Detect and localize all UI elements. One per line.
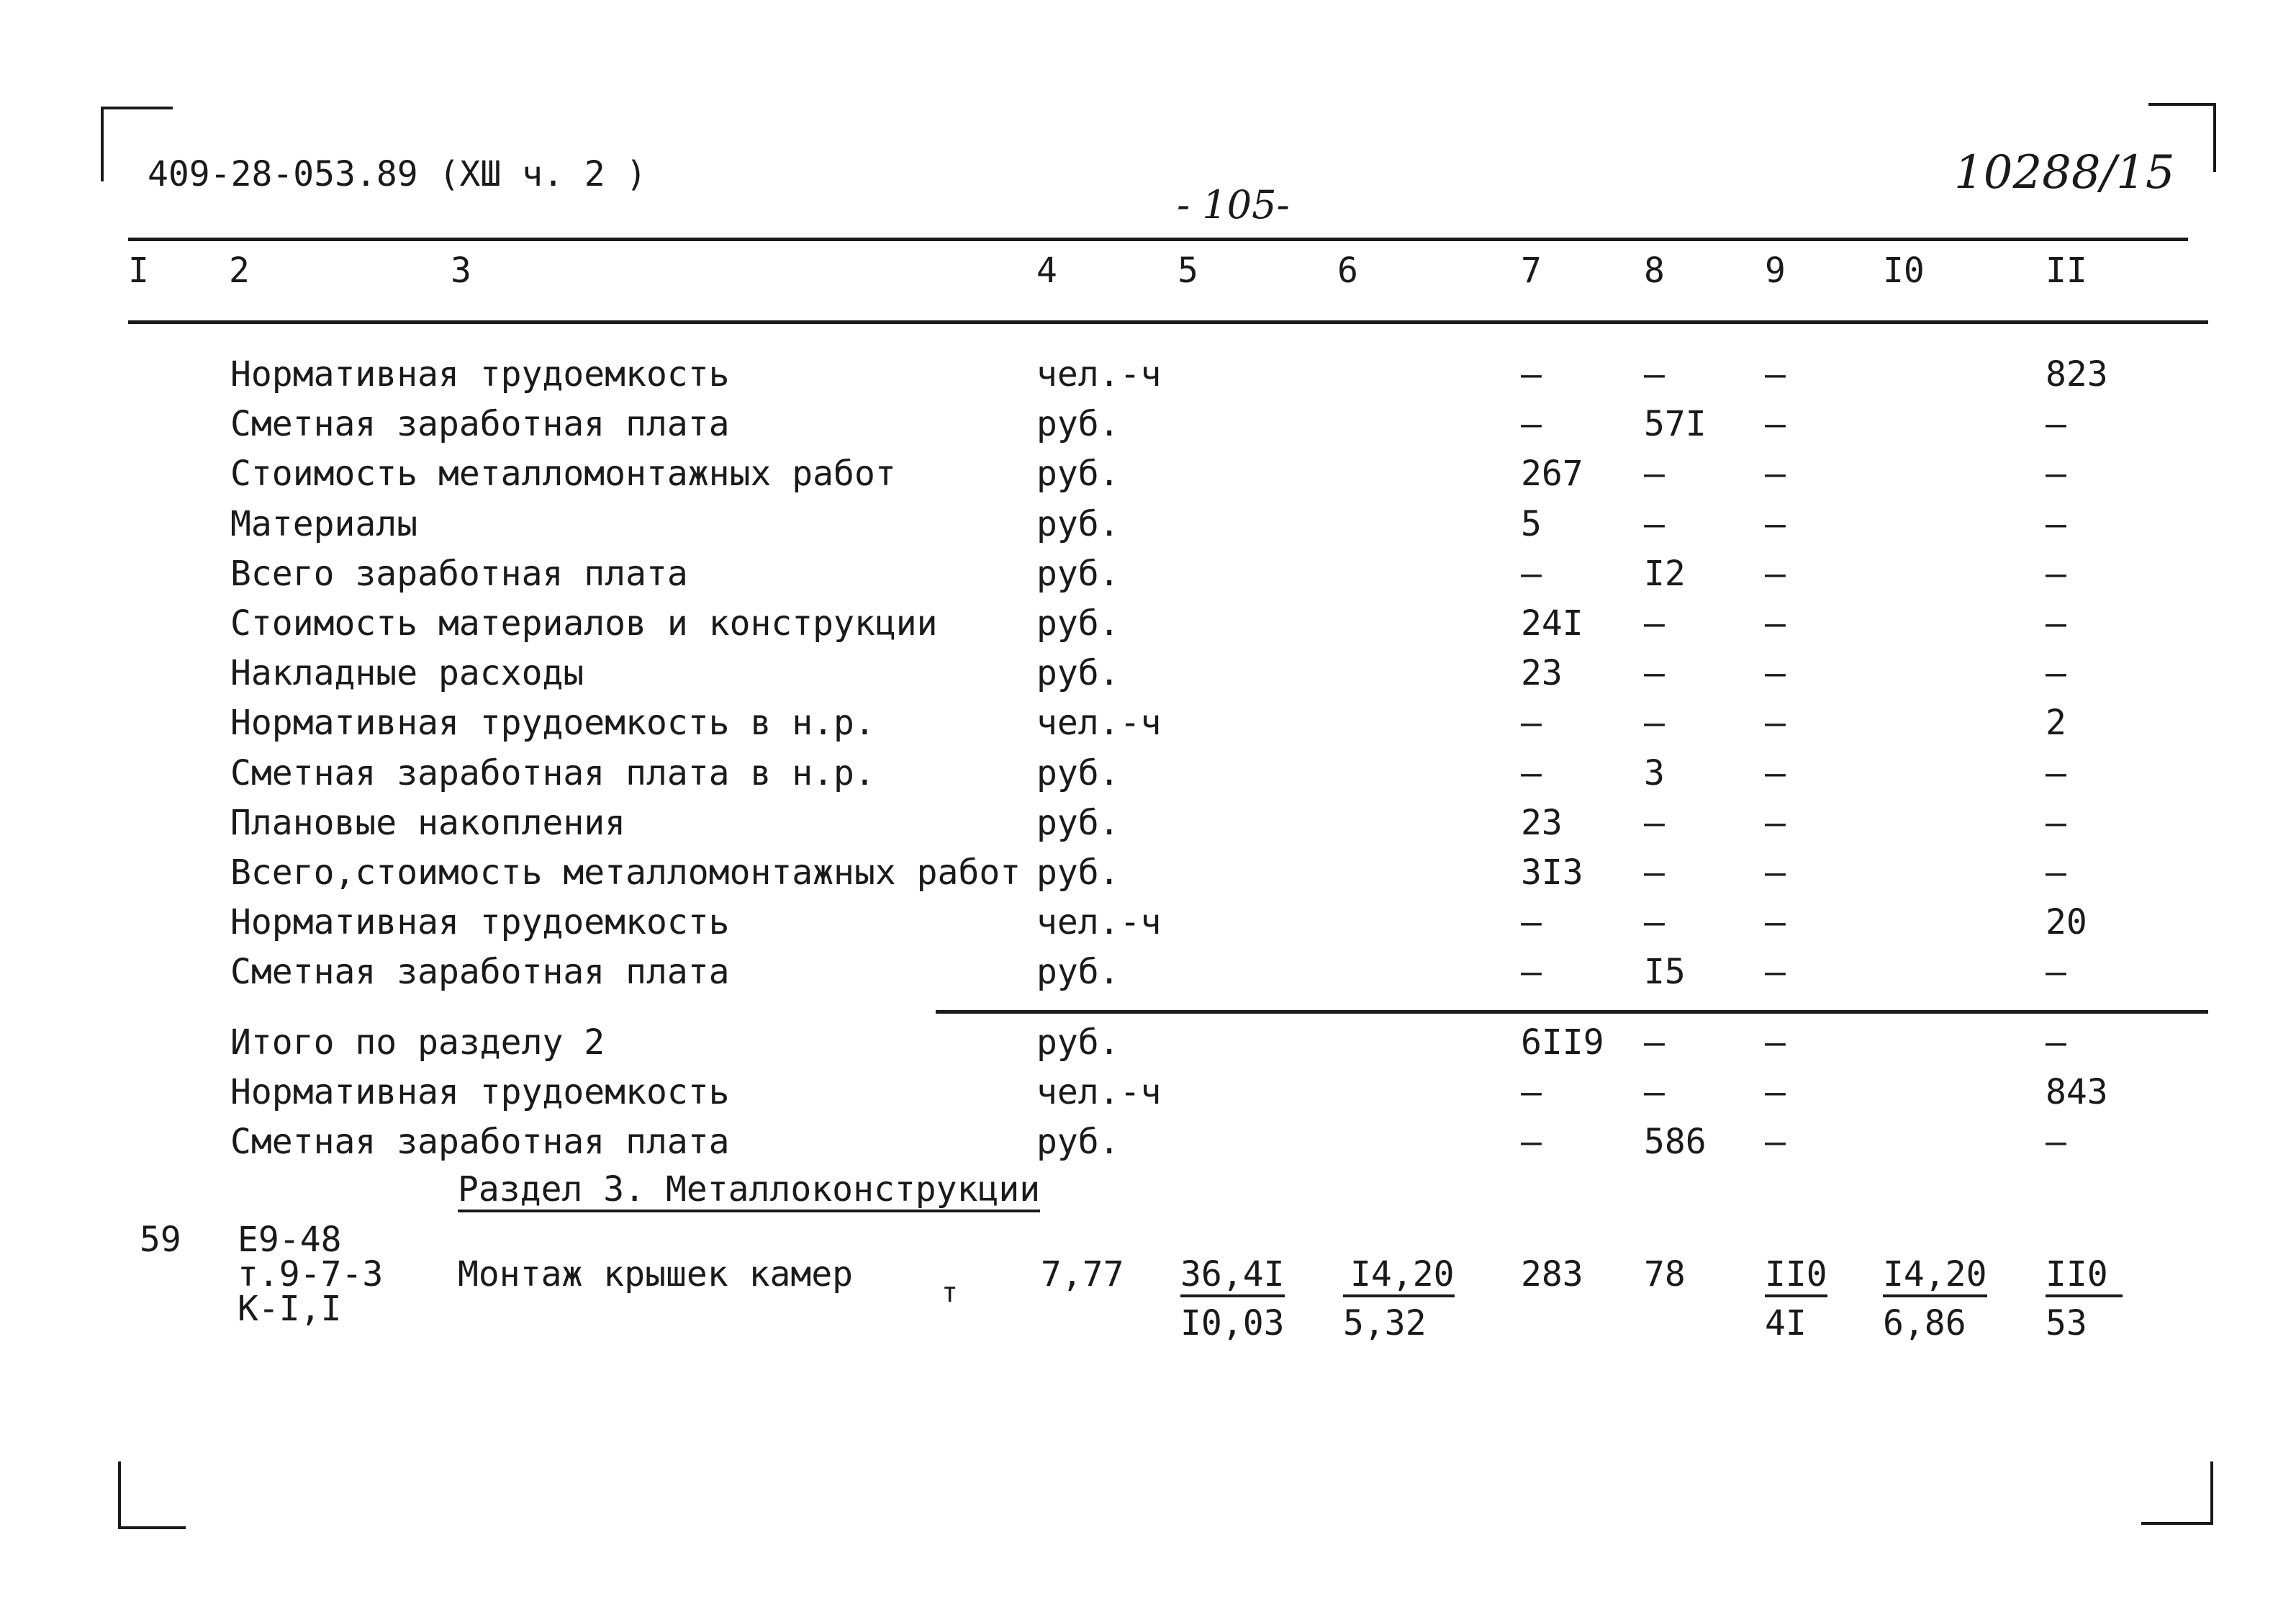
cost-cell-unit: руб. — [1036, 454, 1120, 495]
cost-cell-col11: – — [2046, 752, 2066, 793]
column-number: 5 — [1178, 251, 1198, 291]
total-cell-name: Сметная заработная плата — [230, 1122, 730, 1162]
cost-cell-col9: – — [1765, 852, 1786, 893]
cost-cell-col9: – — [1765, 603, 1786, 644]
cost-cell-col11: – — [2046, 454, 2066, 495]
cost-cell-col8: – — [1644, 354, 1665, 395]
cost-cell-col8: – — [1644, 852, 1665, 893]
cost-cell-col7: – — [1521, 902, 1542, 943]
total-cell-unit: руб. — [1036, 1022, 1120, 1063]
item-col6-top: I4,20 — [1343, 1257, 1455, 1297]
cost-cell-col11: – — [2046, 553, 2066, 594]
cost-cell-name: Плановые накопления — [230, 802, 626, 843]
item-code-line: Е9-48 — [238, 1220, 342, 1260]
total-cell-name: Итого по разделу 2 — [230, 1022, 605, 1063]
document-code: 409-28-053.89 (XШ ч. 2 ) — [148, 154, 647, 194]
item-col10-top: I4,20 — [1883, 1257, 1987, 1297]
item-col5-bottom: I0,03 — [1180, 1303, 1285, 1343]
item-quantity: 7,77 — [1041, 1254, 1124, 1294]
cost-cell-col11: 823 — [2046, 354, 2108, 395]
cost-cell-col11: – — [2046, 503, 2066, 544]
cost-cell-unit: руб. — [1036, 952, 1120, 993]
cost-cell-col11: – — [2046, 603, 2066, 644]
column-number: 9 — [1765, 251, 1786, 291]
column-number: 3 — [451, 251, 471, 291]
subtotal-rule — [936, 1010, 2208, 1014]
cost-cell-unit: руб. — [1036, 404, 1120, 445]
total-cell-col9: – — [1765, 1122, 1786, 1162]
cost-cell-col11: 2 — [2046, 703, 2066, 744]
column-number: 4 — [1036, 251, 1057, 291]
cost-cell-col11: – — [2046, 952, 2066, 993]
section-title: Раздел 3. Металлоконструкции — [458, 1172, 1040, 1212]
cost-cell-col8: – — [1644, 603, 1665, 644]
cost-cell-unit: руб. — [1036, 553, 1120, 594]
item-code-line: К-I,I — [238, 1289, 342, 1329]
cost-cell-col11: – — [2046, 404, 2066, 445]
cost-cell-col9: – — [1765, 354, 1786, 395]
item-col11-bottom: 53 — [2046, 1303, 2087, 1343]
cost-cell-col8: – — [1644, 503, 1665, 544]
cost-cell-col8: – — [1644, 703, 1665, 744]
column-number: II — [2046, 251, 2087, 291]
cost-cell-col11: – — [2046, 653, 2066, 694]
total-cell-col11: – — [2046, 1122, 2066, 1162]
cost-cell-unit: руб. — [1036, 852, 1120, 893]
total-cell-col11: 843 — [2046, 1072, 2108, 1112]
cost-cell-unit: чел.-ч — [1036, 902, 1162, 943]
item-number: 59 — [140, 1220, 181, 1260]
cost-cell-name: Всего,стоимость металломонтажных работ — [230, 852, 1021, 893]
top-rule — [128, 238, 2188, 241]
total-cell-col8: – — [1644, 1072, 1665, 1112]
cost-cell-col7: 24I — [1521, 603, 1583, 644]
cost-cell-col9: – — [1765, 404, 1786, 445]
item-name: Монтаж крышек камер — [458, 1254, 854, 1294]
corner-mark-bottom-left — [118, 1461, 186, 1529]
total-cell-col7: – — [1521, 1072, 1542, 1112]
cost-cell-col11: – — [2046, 802, 2066, 843]
cost-cell-col7: 23 — [1521, 653, 1563, 694]
total-cell-col7: – — [1521, 1122, 1542, 1162]
item-col7: 283 — [1521, 1254, 1583, 1294]
cost-cell-col8: – — [1644, 454, 1665, 495]
cost-cell-unit: чел.-ч — [1036, 354, 1162, 395]
cost-cell-name: Нормативная трудоемкость — [230, 902, 730, 943]
cost-cell-name: Накладные расходы — [230, 653, 584, 694]
cost-cell-col11: – — [2046, 852, 2066, 893]
column-number: 7 — [1521, 251, 1542, 291]
cost-cell-col8: I5 — [1644, 952, 1686, 993]
cost-cell-name: Стоимость материалов и конструкции — [230, 603, 938, 644]
corner-mark-bottom-right — [2141, 1461, 2213, 1525]
cost-cell-name: Нормативная трудоемкость — [230, 354, 730, 395]
cost-cell-name: Всего заработная плата — [230, 553, 688, 594]
total-cell-col9: – — [1765, 1022, 1786, 1063]
cost-cell-col7: – — [1521, 354, 1542, 395]
cost-cell-unit: руб. — [1036, 653, 1120, 694]
item-col9-top: II0 — [1765, 1257, 1827, 1297]
cost-cell-col9: – — [1765, 703, 1786, 744]
cost-cell-col7: – — [1521, 752, 1542, 793]
column-number: 6 — [1337, 251, 1358, 291]
cost-cell-col8: I2 — [1644, 553, 1686, 594]
cost-cell-col7: – — [1521, 404, 1542, 445]
cost-cell-col7: – — [1521, 952, 1542, 993]
cost-cell-name: Материалы — [230, 503, 418, 544]
cost-cell-name: Сметная заработная плата — [230, 952, 730, 993]
column-number: I — [128, 251, 149, 291]
cost-cell-col7: 5 — [1521, 503, 1542, 544]
cost-cell-col9: – — [1765, 454, 1786, 495]
cost-cell-col7: 267 — [1521, 454, 1583, 495]
item-col5-top: 36,4I — [1180, 1257, 1285, 1297]
cost-cell-unit: чел.-ч — [1036, 703, 1162, 744]
header-bottom-rule — [128, 320, 2208, 324]
cost-cell-col9: – — [1765, 802, 1786, 843]
cost-cell-col9: – — [1765, 952, 1786, 993]
cost-cell-col8: 57I — [1644, 404, 1707, 445]
sheet-reference: 10288/15 — [1954, 146, 2175, 199]
total-cell-col7: 6II9 — [1521, 1022, 1604, 1063]
total-cell-col9: – — [1765, 1072, 1786, 1112]
item-unit: т — [941, 1276, 958, 1308]
cost-cell-name: Сметная заработная плата — [230, 404, 730, 445]
cost-cell-col7: – — [1521, 703, 1542, 744]
item-code-line: т.9-7-3 — [238, 1254, 384, 1294]
item-col6-bottom: 5,32 — [1343, 1303, 1427, 1343]
cost-cell-col8: – — [1644, 802, 1665, 843]
cost-cell-col9: – — [1765, 752, 1786, 793]
cost-cell-col8: – — [1644, 653, 1665, 694]
cost-cell-name: Нормативная трудоемкость в н.р. — [230, 703, 875, 744]
cost-cell-unit: руб. — [1036, 752, 1120, 793]
cost-cell-col7: – — [1521, 553, 1542, 594]
column-number: 2 — [229, 251, 250, 291]
total-cell-unit: чел.-ч — [1036, 1072, 1162, 1112]
cost-cell-col7: 3I3 — [1521, 852, 1583, 893]
cost-cell-unit: руб. — [1036, 802, 1120, 843]
column-number: I0 — [1883, 251, 1925, 291]
total-cell-unit: руб. — [1036, 1122, 1120, 1162]
cost-cell-col8: 3 — [1644, 752, 1665, 793]
total-cell-col8: 586 — [1644, 1122, 1707, 1162]
cost-cell-col9: – — [1765, 653, 1786, 694]
cost-cell-unit: руб. — [1036, 503, 1120, 544]
cost-cell-name: Стоимость металломонтажных работ — [230, 454, 896, 495]
cost-cell-col9: – — [1765, 902, 1786, 943]
cost-cell-col9: – — [1765, 553, 1786, 594]
item-col11-top: II0 — [2046, 1257, 2123, 1297]
item-col10-bottom: 6,86 — [1883, 1303, 1966, 1343]
cost-cell-col9: – — [1765, 503, 1786, 544]
total-cell-col8: – — [1644, 1022, 1665, 1063]
total-cell-col11: – — [2046, 1022, 2066, 1063]
column-number: 8 — [1644, 251, 1665, 291]
cost-cell-col11: 20 — [2046, 902, 2087, 943]
cost-cell-name: Сметная заработная плата в н.р. — [230, 752, 875, 793]
page-number: - 105- — [1177, 182, 1290, 228]
cost-cell-col7: 23 — [1521, 802, 1563, 843]
cost-cell-col8: – — [1644, 902, 1665, 943]
item-col9-bottom: 4I — [1765, 1303, 1807, 1343]
cost-cell-unit: руб. — [1036, 603, 1120, 644]
total-cell-name: Нормативная трудоемкость — [230, 1072, 730, 1112]
item-col8: 78 — [1644, 1254, 1686, 1294]
